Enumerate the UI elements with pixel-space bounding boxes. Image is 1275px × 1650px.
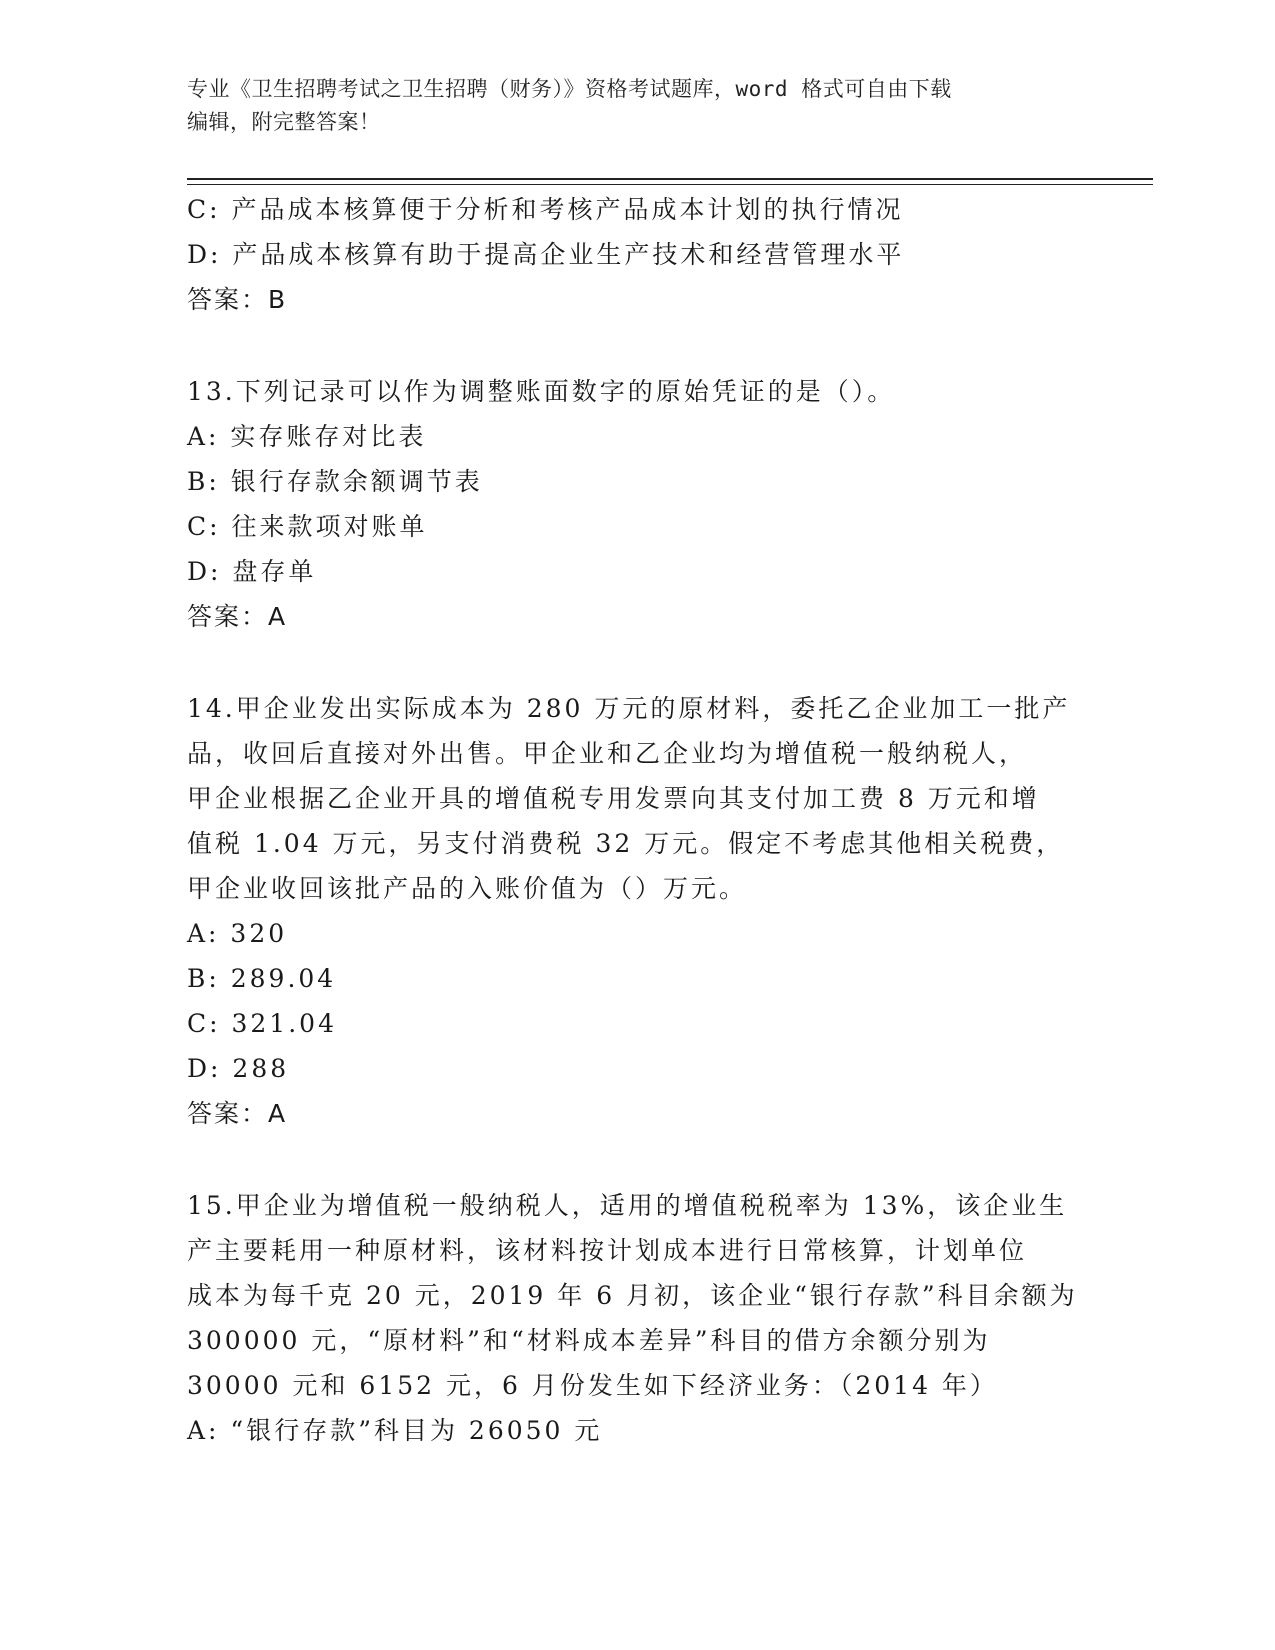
question-15-line-3: 成本为每千克 20 元，2019 年 6 月初，该企业“银行存款”科目余额为	[187, 1281, 1078, 1310]
option-c: C: 321.04	[187, 1009, 337, 1038]
header-divider-thin	[187, 184, 1153, 185]
answer-14: 答案：A	[187, 1099, 288, 1128]
question-13-text: 13.下列记录可以作为调整账面数字的原始凭证的是（）。	[187, 377, 896, 406]
page-header	[187, 73, 1067, 139]
header-line-2: 编辑，附完整答案！	[187, 110, 381, 134]
option-c: C: 往来款项对账单	[187, 512, 428, 541]
question-15-line-4: 300000 元，“原材料”和“材料成本差异”科目的借方余额分别为	[187, 1326, 991, 1355]
question-15-line-1: 15.甲企业为增值税一般纳税人，适用的增值税税率为 13%，该企业生	[187, 1191, 1068, 1220]
option-b: B: 银行存款余额调节表	[187, 467, 483, 496]
question-13	[187, 369, 1087, 639]
option-a: A: 实存账存对比表	[187, 422, 427, 451]
question-14-line-3: 甲企业根据乙企业开具的增值税专用发票向其支付加工费 8 万元和增	[187, 784, 1040, 813]
option-d: D: 产品成本核算有助于提高企业生产技术和经营管理水平	[187, 240, 905, 269]
option-d: D: 288	[187, 1054, 290, 1083]
question-14-line-1: 14.甲企业发出实际成本为 280 万元的原材料，委托乙企业加工一批产	[187, 694, 1071, 723]
answer-13: 答案：A	[187, 602, 288, 631]
header-line-1: 专业《卫生招聘考试之卫生招聘（财务）》资格考试题库，word 格式可自由下载	[187, 77, 952, 101]
option-d: D: 盘存单	[187, 557, 317, 586]
question-15	[187, 1183, 1087, 1453]
question-15-line-2: 产主要耗用一种原材料，该材料按计划成本进行日常核算，计划单位	[187, 1236, 1028, 1265]
question-14-line-5: 甲企业收回该批产品的入账价值为（）万元。	[187, 874, 748, 903]
header-divider-thick	[187, 178, 1153, 180]
option-a: A: 320	[187, 919, 288, 948]
question-14-line-2: 品，收回后直接对外出售。甲企业和乙企业均为增值税一般纳税人，	[187, 739, 1028, 768]
question-12	[187, 187, 1087, 322]
question-15-line-5: 30000 元和 6152 元，6 月份发生如下经济业务：（2014 年）	[187, 1371, 998, 1400]
question-14-line-4: 值税 1.04 万元，另支付消费税 32 万元。假定不考虑其他相关税费，	[187, 829, 1065, 858]
option-a: A: “银行存款”科目为 26050 元	[187, 1416, 603, 1445]
option-c: C: 产品成本核算便于分析和考核产品成本计划的执行情况	[187, 195, 904, 224]
option-b: B: 289.04	[187, 964, 337, 993]
answer-12: 答案：B	[187, 285, 288, 314]
question-list	[187, 187, 1087, 1453]
question-14	[187, 686, 1087, 1136]
